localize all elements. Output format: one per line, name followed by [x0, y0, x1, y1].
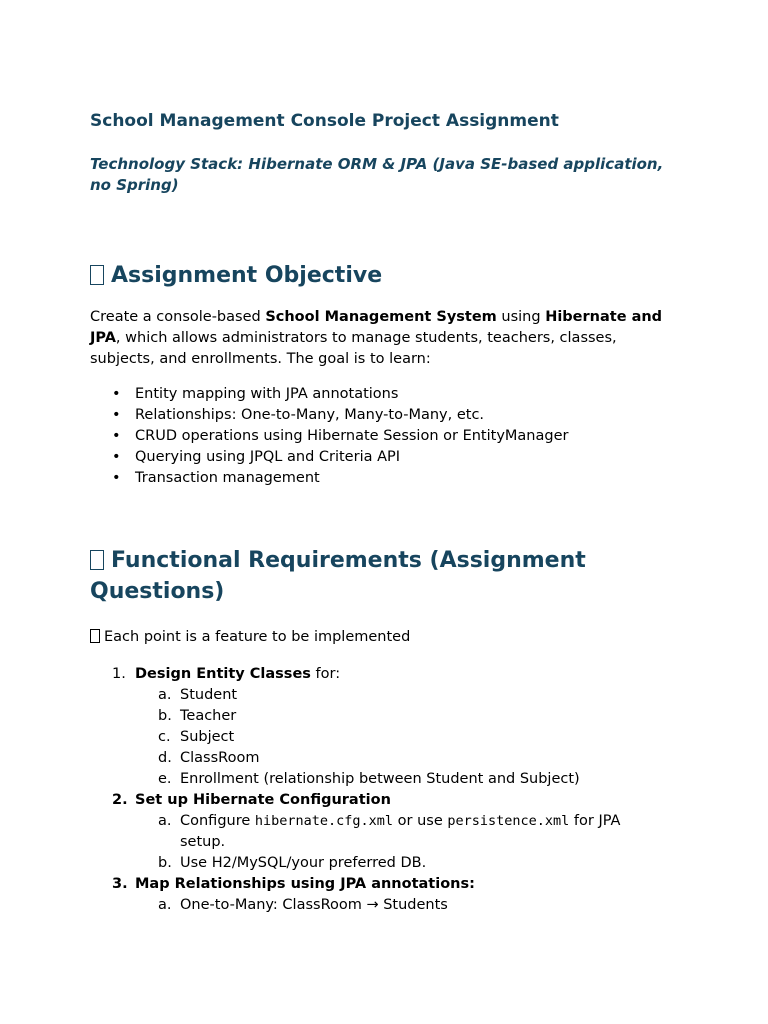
requirement-label: Set up Hibernate Configuration [135, 792, 391, 808]
config-filename: hibernate.cfg.xml [254, 813, 394, 829]
objective-heading-text: Assignment Objective [111, 263, 383, 288]
objective-intro [90, 307, 680, 370]
functional-heading-text: Functional Requirements (Assignment Questions) [90, 548, 586, 604]
sub-item-text: Use H2/MySQL/your preferred DB. [180, 855, 427, 871]
sub-item [135, 748, 660, 769]
objective-heading [90, 260, 690, 291]
config-filename: persistence.xml [447, 813, 570, 829]
bullet-icon: • [112, 428, 121, 444]
requirement-label: Design Entity Classes [135, 666, 311, 682]
sub-item [135, 811, 660, 853]
item-number: 2. [112, 792, 128, 808]
bullet-icon: • [112, 386, 121, 402]
sub-item-text: Student [180, 687, 238, 703]
sub-item-letter: a. [158, 687, 172, 703]
sub-item-letter: e. [158, 771, 172, 787]
list-item [90, 426, 690, 447]
learning-goals-list [90, 384, 690, 489]
bullet-icon: • [112, 449, 121, 465]
sub-item-text: Teacher [180, 708, 237, 724]
requirement-suffix: for: [310, 666, 341, 682]
sub-item-text: Enrollment (relationship between Student and Subject) [180, 771, 580, 787]
feature-note-text: Each point is a feature to be implemented [104, 629, 411, 645]
missing-glyph-icon [90, 629, 100, 643]
sub-item-letter: a. [158, 813, 172, 829]
sub-item-text: or use [393, 813, 448, 829]
requirements-list [90, 664, 690, 916]
list-item [90, 384, 690, 405]
sub-list [135, 811, 690, 874]
item-number: 1. [112, 666, 126, 682]
sub-item-letter: b. [158, 708, 172, 724]
list-item [90, 447, 690, 468]
list-item-text: Entity mapping with JPA annotations [135, 386, 399, 402]
sub-item [135, 727, 660, 748]
requirement-item [90, 664, 690, 790]
sub-list [135, 895, 690, 916]
item-number: 3. [112, 876, 128, 892]
list-item-text: CRUD operations using Hibernate Session or EntityManager [135, 428, 569, 444]
sub-item-letter: d. [158, 750, 172, 766]
sub-item [135, 895, 660, 916]
intro-text-2: using [496, 309, 546, 325]
intro-text-3: , which allows administrators to manage students, teachers, classes, subjects, and enrollments. The goal is to learn: [90, 330, 617, 367]
sub-item [135, 853, 660, 874]
document-title: School Management Console Project Assignment [90, 111, 559, 131]
sub-item-text: for JPA setup. [180, 813, 621, 850]
list-item [90, 468, 690, 489]
missing-glyph-icon [90, 265, 104, 285]
list-item-text: Querying using JPQL and Criteria API [135, 449, 401, 465]
missing-glyph-icon [90, 550, 104, 570]
bullet-icon: • [112, 407, 121, 423]
sub-item [135, 706, 660, 727]
intro-text-1: Create a console-based [90, 309, 266, 325]
sub-item-text: ClassRoom [180, 750, 260, 766]
list-item-text: Transaction management [135, 470, 320, 486]
sub-item-letter: b. [158, 855, 172, 871]
sub-item [135, 769, 660, 790]
functional-requirements-heading [90, 545, 650, 607]
requirement-item [90, 790, 690, 874]
technology-stack-subtitle: Technology Stack: Hibernate ORM & JPA (Java SE-based application, no Spring) [90, 155, 664, 194]
document-page [90, 110, 690, 916]
intro-bold-2: Hibernate and JPA [90, 309, 663, 346]
sub-item-text: One-to-Many: ClassRoom → Students [180, 897, 448, 913]
requirement-item [90, 874, 690, 916]
sub-list [135, 685, 690, 790]
sub-item [135, 685, 660, 706]
sub-item-letter: c. [158, 729, 171, 745]
sub-item-letter: a. [158, 897, 172, 913]
sub-item-text: Configure [180, 813, 255, 829]
list-item [90, 405, 690, 426]
feature-note [90, 627, 690, 648]
sub-item-text: Subject [180, 729, 235, 745]
list-item-text: Relationships: One-to-Many, Many-to-Many, etc. [135, 407, 485, 423]
intro-bold-1: School Management System [265, 309, 497, 325]
requirement-label: Map Relationships using JPA annotations: [135, 876, 475, 892]
bullet-icon: • [112, 470, 121, 486]
